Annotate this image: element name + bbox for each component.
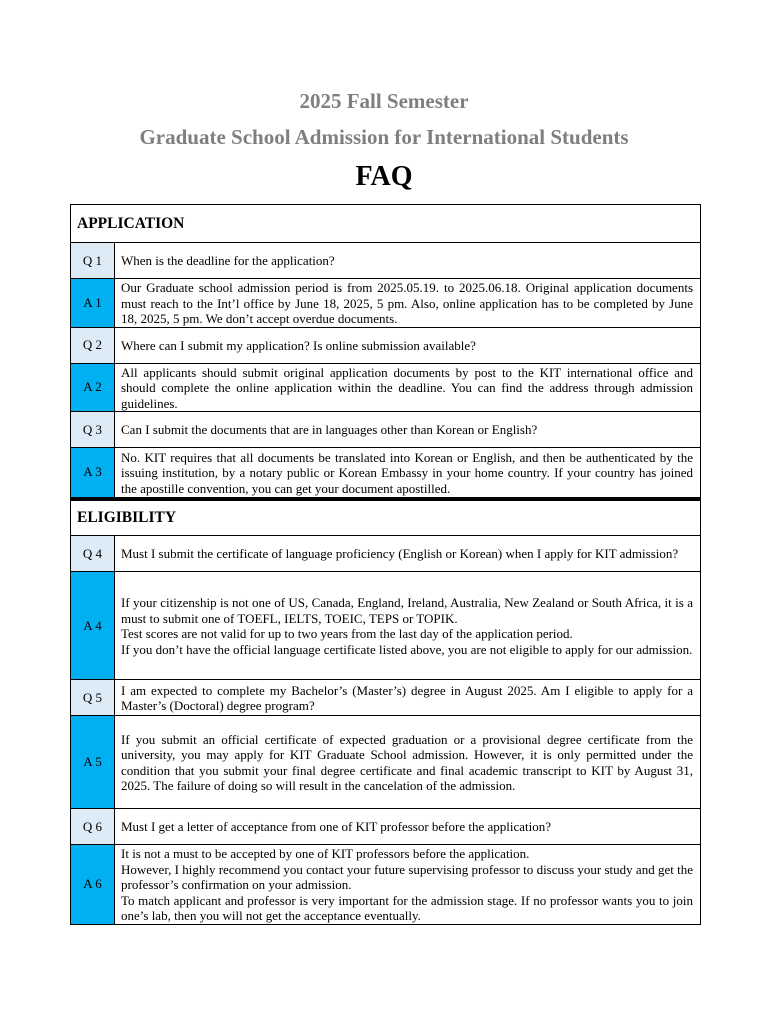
question-text: Must I get a letter of acceptance from one of KIT professor before the application?	[115, 809, 701, 845]
question-label: Q 6	[71, 809, 115, 845]
question-row	[71, 327, 701, 363]
question-text: Can I submit the documents that are in languages other than Korean or English?	[115, 412, 701, 448]
answer-text: All applicants should submit original application documents by post to the KIT international office and should complete the online application within the deadline. You can find the address through admission guidelines.	[115, 363, 701, 412]
answer-line: To match applicant and professor is very important for the admission stage. If no professor wants you to join one’s lab, then you will not get the acceptance eventually.	[121, 892, 693, 923]
section-title: ELIGIBILITY	[71, 499, 701, 536]
question-row	[71, 243, 701, 279]
semester-title: 2025 Fall Semester	[299, 89, 469, 113]
answer-label: A 4	[71, 572, 115, 680]
answer-text	[115, 572, 701, 680]
question-text: I am expected to complete my Bachelor’s (Master’s) degree in August 2025. Am I eligible to apply for a Master’s (Doctoral) degree program?	[115, 680, 701, 716]
answer-line: If your citizenship is not one of US, Canada, England, Ireland, Australia, New Zealand or South Africa, it is a must to submit one of TOEFL, IELTS, TOEIC, TEPS or TOPIK.	[121, 595, 693, 626]
answer-row	[71, 279, 701, 328]
answer-label: A 6	[71, 845, 115, 925]
question-row	[71, 809, 701, 845]
question-label: Q 4	[71, 536, 115, 572]
answer-text: If you submit an official certificate of expected graduation or a provisional degree certificate from the university, you may apply for KIT Graduate School admission. However, it is only permitted under the condition that you submit your final degree certificate and final academic transcript to KIT by August 31, 2025. The failure of doing so will result in the cancelation of the admission.	[115, 716, 701, 809]
question-text: Must I submit the certificate of language proficiency (English or Korean) when I apply for KIT admission?	[115, 536, 701, 572]
question-label: Q 5	[71, 680, 115, 716]
answer-line: If you don’t have the official language certificate listed above, you are not eligible to apply for our admission.	[121, 641, 693, 657]
question-text: When is the deadline for the application?	[115, 243, 701, 279]
answer-label: A 5	[71, 716, 115, 809]
section-header-eligibility	[71, 499, 701, 536]
admission-title: Graduate School Admission for International Students	[139, 125, 629, 149]
section-title: APPLICATION	[71, 205, 701, 243]
answer-text	[115, 845, 701, 925]
answer-line: Test scores are not valid for up to two years from the last day of the application period.	[121, 626, 573, 641]
answer-row	[71, 448, 701, 499]
answer-text: No. KIT requires that all documents be translated into Korean or English, and then be authenticated by the issuing institution, by a notary public or Korean Embassy in your home country. If your country has joined the apostille convention, you can get your document apostilled.	[115, 448, 701, 499]
answer-label: A 3	[71, 448, 115, 499]
answer-line: However, I highly recommend you contact your future supervising professor to discuss your study and get the professor’s confirmation on your admission.	[121, 861, 693, 892]
answer-line: It is not a must to be accepted by one of KIT professors before the application.	[121, 846, 530, 861]
question-label: Q 1	[71, 243, 115, 279]
faq-title: FAQ	[355, 161, 413, 192]
question-label: Q 2	[71, 327, 115, 363]
answer-label: A 1	[71, 279, 115, 328]
section-header-application	[71, 205, 701, 243]
question-label: Q 3	[71, 412, 115, 448]
question-row	[71, 536, 701, 572]
question-row	[71, 680, 701, 716]
answer-label: A 2	[71, 363, 115, 412]
answer-row	[71, 716, 701, 809]
question-text: Where can I submit my application? Is online submission available?	[115, 327, 701, 363]
answer-text: Our Graduate school admission period is from 2025.05.19. to 2025.06.18. Original application documents must reach to the Int’l office by June 18, 2025, 5 pm. Also, online application has to be completed by June 18, 2025, 5 pm. We don’t accept overdue documents.	[115, 279, 701, 328]
faq-table	[70, 204, 701, 925]
answer-row	[71, 363, 701, 412]
answer-row	[71, 572, 701, 680]
answer-row	[71, 845, 701, 925]
question-row	[71, 412, 701, 448]
